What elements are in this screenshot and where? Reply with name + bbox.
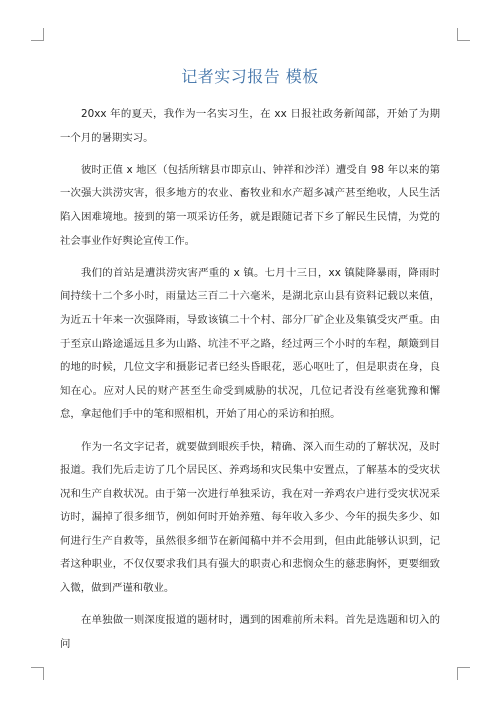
paragraph-flood-background: 彼时正值 x 地区（包括所辖县市即京山、钟祥和沙洋）遭受自 98 年以来的第一次强大洪涝灾害，很多地方的农业、畜牧业和水产超多减产甚至绝收，人民生活陷入困难境地。接到的第一项采访任务，就是跟随记者下乡了解民生民情，为党的社会事业作好舆论宣传工作。 [60,163,440,247]
paragraph-reporter-duty: 作为一名文字记者，就要做到眼疾手快，精确、深入而生动的了解状况，及时报道。我们先后走访了几个居民区、养鸡场和灾民集中安置点，了解基本的受灾状况和生产自救状况。由于第一次进行单独采访，我在对一养鸡农户进行受灾状况采访时，漏掉了很多细节，例如何时开始养殖、每年收入多少、今年的损失多少、如何进行生产自救等，虽然很多细节在新闻稿中并不会用到，但由此能够认识到，记者这种职业，不仅仅要求我们具有强大的职责心和悲悯众生的慈悲胸怀，更要细致入微，做到严谨和敬业。 [60,440,440,595]
crop-mark-bottom-right [457,667,470,680]
paragraph-first-stop: 我们的首站是遭洪涝灾害严重的 x 镇。七月十三日，xx 镇陡降暴雨，降雨时间持续十二个多小时，雨量达三百二十六毫米，是湖北京山县有资料记载以来值，为近五十年来一次强降雨，导致该镇二十个村、部分厂矿企业及集镇受灾严重。由于至京山路途遥远且多为山路、坑洼不平之路，经过两三个小时的车程，颠簸到目的地的时候，几位文字和摄影记者已经头昏眼花，恶心呕吐了，但是职责在身，良知在心。应对人民的财产甚至生命受到威胁的状况，几位记者没有丝毫犹豫和懈怠，拿起他们手中的笔和照相机，开始了用心的采访和拍照。 [60,266,440,421]
crop-mark-top-right [457,28,470,41]
paragraph-in-depth-report: 在单独做一则深度报道的题材时，遇到的困难前所未料。首先是选题和切入的问 [60,614,440,650]
crop-mark-top-left [31,28,44,41]
crop-mark-bottom-left [31,667,44,680]
paragraph-intro: 20xx 年的夏天，我作为一名实习生，在 xx 日报社政务新闻部，开始了为期一个月的暑期实习。 [60,108,440,144]
document-title: 记者实习报告 模板 [181,67,319,86]
document-body [60,103,440,665]
